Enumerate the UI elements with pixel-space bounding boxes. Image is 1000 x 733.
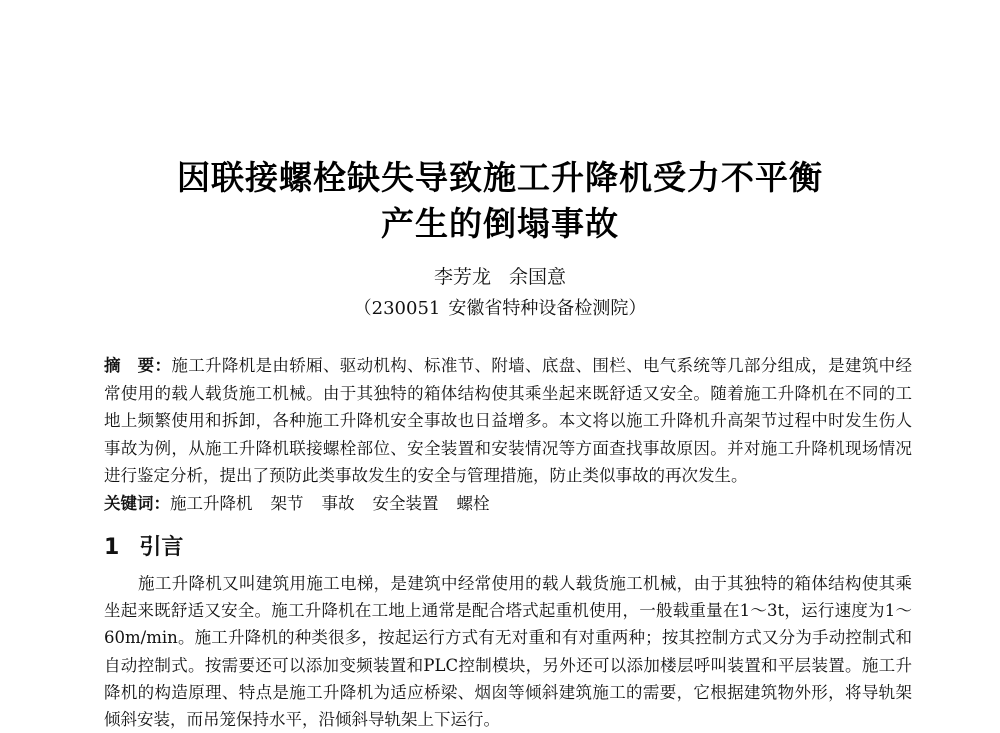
keyword: 施工升降机 <box>170 494 253 513</box>
author-list <box>0 262 1000 289</box>
abstract-label: 摘 要： <box>104 356 172 375</box>
keywords <box>104 490 508 514</box>
paper-title-line1: 因联接螺栓缺失导致施工升降机受力不平衡 <box>177 158 823 197</box>
keyword: 架节 <box>270 494 304 513</box>
keyword: 螺栓 <box>456 494 490 513</box>
affiliation-org: 安徽省特种设备检测院 <box>448 298 629 319</box>
paper-title-line2: 产生的倒塌事故 <box>381 204 619 243</box>
keywords-label: 关键词： <box>104 494 170 513</box>
affiliation-postcode: 230051 <box>371 298 441 319</box>
author-name: 余国意 <box>509 266 567 288</box>
affiliation <box>0 294 1000 320</box>
abstract-text: 施工升降机是由轿厢、驱动机构、标准节、附墙、底盘、围栏、电气系统等几部分组成，是建筑中经常使用的载人载货施工机械。由于其独特的箱体结构使其乘坐起来既舒适又安全。随着施工升降机在不同的工地上频繁使用和拆卸，各种施工升降机安全事故也日益增多。本文将以施工升降机升高架节过程中时发生伤人事故为例，从施工升降机联接螺栓部位、安全装置和安装情况等方面查找事故原因。并对施工升降机现场情况进行鉴定分析，提出了预防此类事故发生的安全与管理措施，防止类似事故的再次发生。 <box>104 356 913 485</box>
section-title: 引言 <box>139 535 184 560</box>
section-heading <box>104 530 183 561</box>
author-name: 李芳龙 <box>433 266 491 288</box>
affiliation-open-paren: （ <box>353 298 372 319</box>
section-paragraph: 施工升降机又叫建筑用施工电梯，是建筑中经常使用的载人载货施工机械，由于其独特的箱体结构使其乘坐起来既舒适又安全。施工升降机在工地上通常是配合塔式起重机使用，一般载重量在1～3t，运行速度为1～60m/min。施工升降机的种类很多，按起运行方式有无对重和有对重两种；按其控制方式又分为手动控制式和自动控制式。按需要还可以添加变频装置和PLC控制模块，另外还可以添加楼层呼叫装置和平层装置。施工升降机的构造原理、特点是施工升降机为适应桥梁、烟囱等倾斜建筑施工的需要，它根据建筑物外形，将导轨架倾斜安装，而吊笼保持水平，沿倾斜导轨架上下运行。 <box>104 574 912 730</box>
section-number: 1 <box>104 535 120 560</box>
affiliation-close-paren: ） <box>628 298 647 319</box>
keyword: 事故 <box>321 494 355 513</box>
keyword: 安全装置 <box>372 494 439 513</box>
abstract <box>104 352 912 490</box>
